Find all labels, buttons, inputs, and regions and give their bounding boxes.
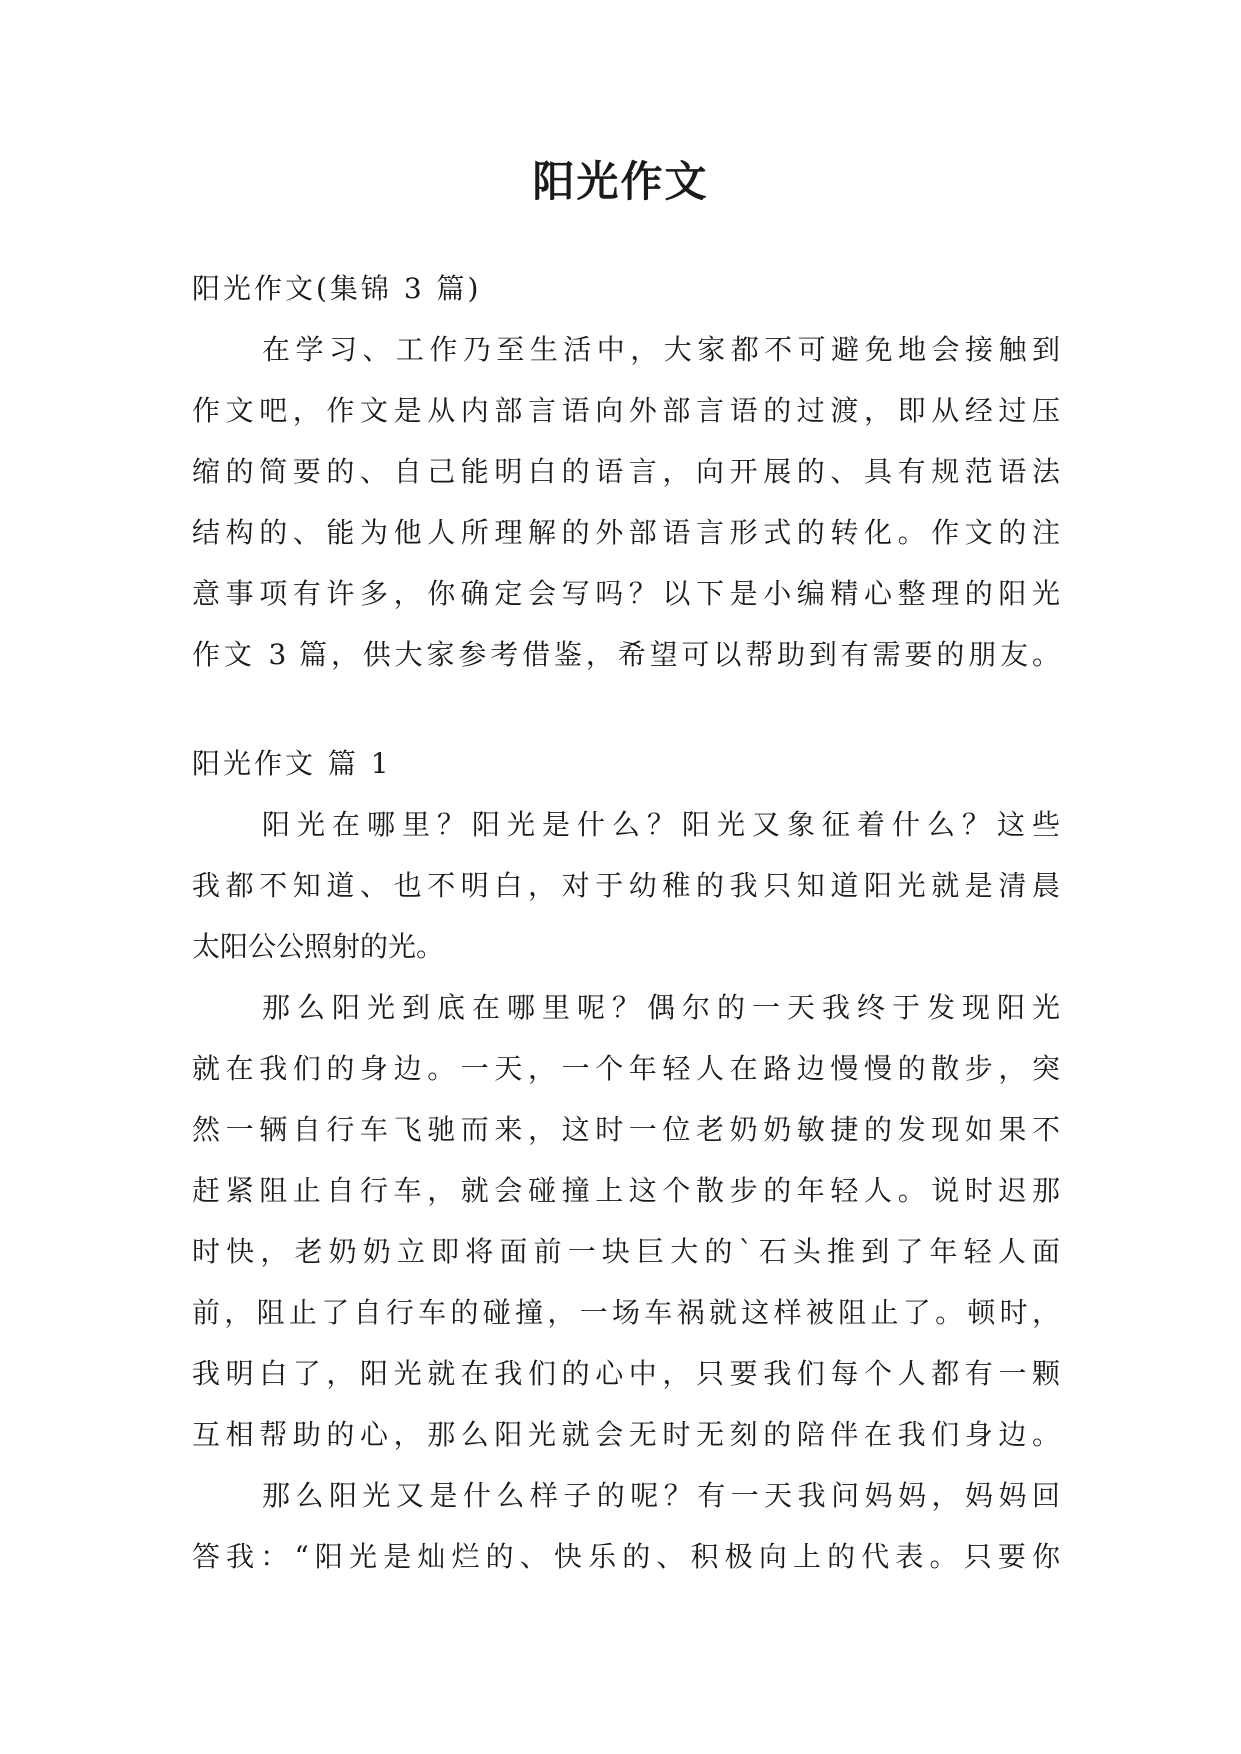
paragraph-line: 然一辆自行车飞驰而来，这时一位老奶奶敏捷的发现如果不 [192,1113,1060,1146]
paragraph-line: 作文吧，作文是从内部言语向外部言语的过渡，即从经过压 [192,394,1060,427]
intro-paragraph [192,319,1060,685]
paragraph-line: 结构的、能为他人所理解的外部语言形式的转化。作文的注 [192,516,1060,549]
document-title: 阳光作文 [532,157,709,206]
paragraph-line: 在学习、工作乃至生活中，大家都不可避免地会接触到 [262,333,1060,366]
paragraph-line: 那么阳光到底在哪里呢？偶尔的一天我终于发现阳光 [262,991,1060,1024]
paragraph-line: 缩的简要的、自己能明白的语言，向开展的、具有规范语法 [192,455,1060,488]
paragraph-line: 就在我们的身边。一天，一个年轻人在路边慢慢的散步，突 [192,1052,1060,1085]
paragraph-line: 时快，老奶奶立即将面前一块巨大的`石头推到了年轻人面 [192,1235,1060,1268]
section1-paragraph-2 [192,977,1060,1465]
paragraph-line: 前，阻止了自行车的碰撞，一场车祸就这样被阻止了。顿时， [192,1296,1060,1329]
section1-paragraph-3 [192,1465,1060,1587]
document-body [192,258,1060,1587]
paragraph-line: 意事项有许多，你确定会写吗？以下是小编精心整理的阳光 [192,577,1060,610]
paragraph-line: 答我：“阳光是灿烂的、快乐的、积极向上的代表。只要你 [192,1540,1060,1573]
paragraph-line: 阳光在哪里？阳光是什么？阳光又象征着什么？这些 [262,808,1060,841]
paragraph-line: 作文 3 篇，供大家参考借鉴，希望可以帮助到有需要的朋友。 [192,638,1060,671]
paragraph-line: 互相帮助的心，那么阳光就会无时无刻的陪伴在我们身边。 [192,1418,1060,1451]
paragraph-line: 我明白了，阳光就在我们的心中，只要我们每个人都有一颗 [192,1357,1060,1390]
section-heading: 阳光作文 篇 1 [192,747,392,780]
document-subtitle: 阳光作文(集锦 3 篇) [192,272,482,305]
paragraph-line: 我都不知道、也不明白，对于幼稚的我只知道阳光就是清晨 [192,869,1060,902]
paragraph-line: 那么阳光又是什么样子的呢？有一天我问妈妈，妈妈回 [262,1479,1060,1512]
paragraph-line: 赶紧阻止自行车，就会碰撞上这个散步的年轻人。说时迟那 [192,1174,1060,1207]
section1-paragraph-1 [192,794,1060,977]
paragraph-line: 太阳公公照射的光。 [192,930,445,963]
